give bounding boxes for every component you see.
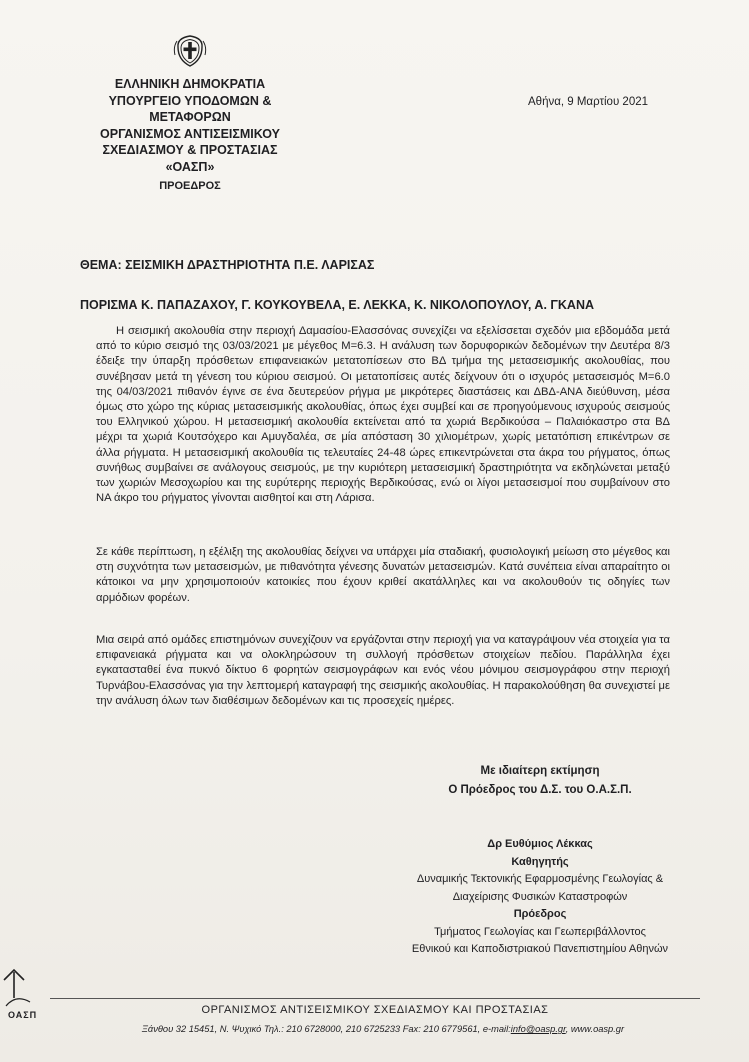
footer-logo-label: ΟΑΣΠ bbox=[8, 1010, 38, 1020]
footer-phone: Τηλ.: 210 6728000, 210 6725233 bbox=[263, 1024, 401, 1034]
footer-email-label: e-mail: bbox=[482, 1024, 511, 1034]
signatory-title-professor: Καθηγητής bbox=[511, 855, 569, 868]
signatory-department-3: Τμήματος Γεωλογίας και Γεωπεριβάλλοντος bbox=[434, 925, 646, 938]
footer-address: Ξάνθου 32 15451, Ν. Ψυχικό bbox=[141, 1024, 262, 1034]
closing-block bbox=[420, 762, 660, 800]
signatory-title-president: Πρόεδρος bbox=[513, 908, 567, 920]
closing-regards: Με ιδιαίτερη εκτίμηση bbox=[480, 765, 600, 777]
closing-president: Ο Πρόεδρος του Δ.Σ. του Ο.Α.Σ.Π. bbox=[448, 784, 632, 796]
footer-organization: ΟΡΓΑΝΙΣΜΟΣ ΑΝΤΙΣΕΙΣΜΙΚΟΥ ΣΧΕΔΙΑΣΜΟΥ ΚΑΙ ΠΡΟΣΤΑΣΙΑΣ bbox=[201, 1004, 549, 1016]
header-line-organization-cont: ΣΧΕΔΙΑΣΜΟΥ & ΠΡΟΣΤΑΣΙΑΣ bbox=[102, 143, 278, 158]
header-line-republic: ΕΛΛΗΝΙΚΗ ΔΗΜΟΚΡΑΤΙΑ bbox=[114, 77, 266, 91]
signatory-department-1: Δυναμικής Τεκτονικής Εφαρμοσμένης Γεωλογίας & bbox=[416, 873, 664, 885]
footer-fax: Fax: 210 6779561, bbox=[402, 1024, 481, 1034]
footer-contacts bbox=[58, 1024, 708, 1034]
footer-email-link[interactable]: info@oasp.gr bbox=[510, 1024, 566, 1034]
body-paragraph-3: Μια σειρά από ομάδες επιστημόνων συνεχίζουν να εργάζονται στην περιοχή για να καταγράψουν νέα στοιχεία για τα επιφανειακά ρήγματα και να ολοκληρώσουν τη συλλογή πρόσθετων στοιχείων πεδίου. Παράλληλα έχει εγκατασταθεί ένα πυκνό δίκτυο 6 φορητών σεισμογράφων και ενός νέου μόνιμου σεισμογράφου στην περιοχή Τυρνάβου-Ελασσόνας για την λεπτομερή καταγραφή της σεισμικής ακολουθίας. Η παρακολούθηση θα συνεχιστεί με την ανάλυση όλων των διαθέσιμων δεδομένων και τις προσεχείς ημέρες. bbox=[96, 634, 670, 707]
header-line-organization: ΟΡΓΑΝΙΣΜΟΣ ΑΝΤΙΣΕΙΣΜΙΚΟΥ bbox=[100, 126, 280, 141]
body-paragraph-2: Σε κάθε περίπτωση, η εξέλιξη της ακολουθίας δείχνει να υπάρχει μία σταδιακή, φυσιολογική μείωση στο μέγεθος και στη συχνότητα των μετασεισμών, με πιθανότητα γένεσης δυνατών μετασεισμών. Κατά συνέπεια είναι απαραίτητο οι κάτοικοι να μην χρησιμοποιούν κατοικίες που έχουν κριθεί ακατάλληλες και να ακολουθούν τις οδηγίες των αρμόδιων φορέων. bbox=[96, 546, 670, 604]
header-line-ministry: ΥΠΟΥΡΓΕΙΟ ΥΠΟΔΟΜΩΝ & bbox=[108, 93, 272, 108]
signature-block bbox=[390, 836, 690, 959]
signatory-name: Δρ Ευθύμιος Λέκκας bbox=[487, 838, 593, 850]
header-line-acronym: «ΟΑΣΠ» bbox=[165, 159, 215, 174]
findings-title: ΠΟΡΙΣΜΑ Κ. ΠΑΠΑΖΑΧΟΥ, Γ. ΚΟΥΚΟΥΒΕΛΑ, Ε. ΛΕΚΚΑ, Κ. ΝΙΚΟΛΟΠΟΥΛΟΥ, Α. ΓΚΑΝΑ bbox=[80, 298, 595, 312]
document-subject: ΘΕΜΑ: ΣΕΙΣΜΙΚΗ ΔΡΑΣΤΗΡΙΟΤΗΤΑ Π.Ε. ΛΑΡΙΣΑΣ bbox=[80, 258, 375, 272]
issuer-header bbox=[70, 76, 310, 194]
signatory-department-4: Εθνικού και Καποδιστριακού Πανεπιστημίου Αθηνών bbox=[411, 943, 669, 955]
document-date: Αθήνα, 9 Μαρτίου 2021 bbox=[528, 96, 649, 108]
signatory-department-2: Διαχείρισης Φυσικών Καταστροφών bbox=[452, 890, 628, 903]
header-line-president: ΠΡΟΕΔΡΟΣ bbox=[159, 179, 221, 192]
greek-coat-of-arms-icon bbox=[173, 33, 207, 69]
footer-website[interactable]: , www.oasp.gr bbox=[565, 1024, 625, 1034]
header-line-ministry-cont: ΜΕΤΑΦΟΡΩΝ bbox=[149, 110, 231, 125]
footer-divider bbox=[50, 998, 700, 999]
body-paragraph-1: Η σεισμική ακολουθία στην περιοχή Δαμασίου-Ελασσόνας συνεχίζει να εξελίσσεται σχεδόν μια εβδομάδα μετά από το κύριο σεισμό της 03/03/2021 με μέγεθος M=6.3. Η ανάλυση των δορυφορικών δεδομένων την Δευτέρα 8/3 έδειξε την ύπαρξη πρόσθετων επιφανειακών μετατοπίσεων στο ΒΔ τμήμα της μετασεισμικής ακολουθίας, που συνέβησαν μετά τη γένεση του κύριου σεισμού. Οι μετατοπίσεις αυτές δείχνουν ότι ο ισχυρός μετασεισμός M=6.0 της 04/03/2021 πιθανόν έγινε σε ένα δευτερεύον ρήγμα με μικρότερες διαστάσεις και ΔΒΔ-ΑΝΑ διεύθυνση, μέσα όμως στο χώρο της κύριας μετασεισμικής ακολουθίας, όπως έχει συμβεί και σε προηγούμενους ισχυρούς σεισμούς του Ελληνικού χώρου. Η μετασεισμική ακολουθία εκτείνεται από τα χωριά Βερδικούσα – Παλαιόκαστρο στα ΒΔ μέχρι τα χωριά Κουτσόχερο και Αμυγδαλέα, σε μία απόσταση 30 χιλιομέτρων, χωρίς μετατόπιση επικέντρων σε άλλα ρήγματα. Η μετασεισμική ακολουθία τις τελευταίες 24-48 ώρες επικεντρώνεται στα άκρα του ρήγματος, όπως συνήθως συμβαίνει σε ανάλογους σεισμούς, με την κυριότερη μετασεισμική δραστηριότητα να εκδηλώνεται μεταξύ των χωριών Μεσοχωρίου και της ευρύτερης περιοχής Βερδικούσας, ενώ οι λίγοι μετασεισμοί που συμβαίνουν στο ΝΑ άκρο του ρήγματος γίνονται αισθητοί και στη Λάρισα. bbox=[96, 325, 670, 505]
